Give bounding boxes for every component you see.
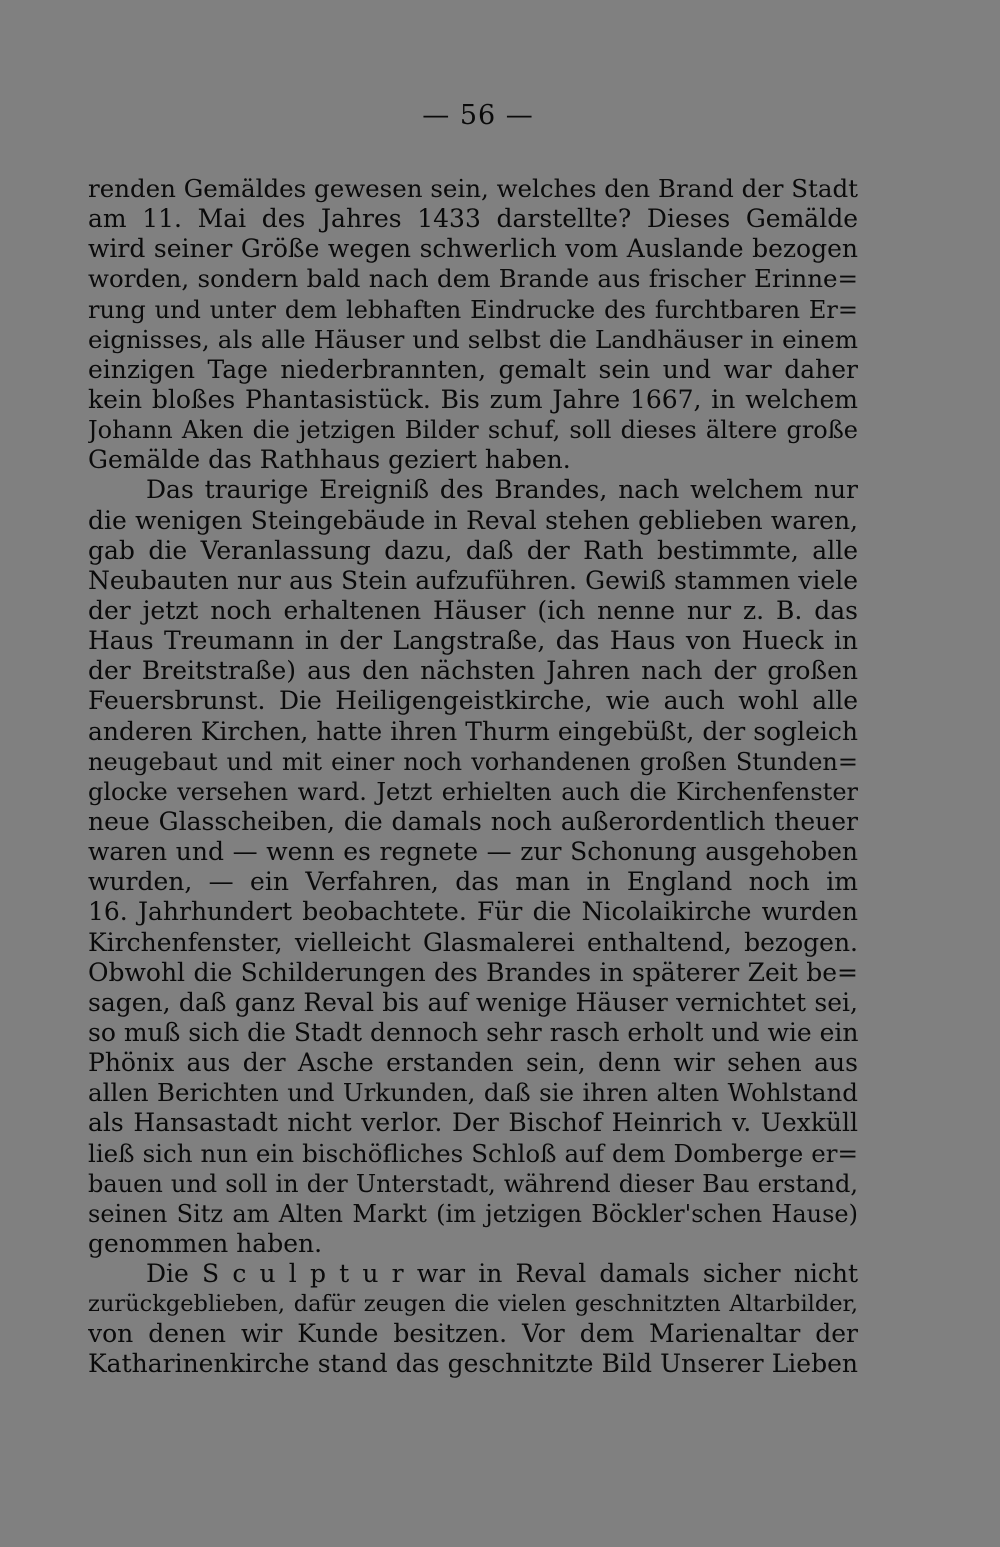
text-line: Obwohl die Schilderungen des Brandes in späterer Zeit be=	[88, 957, 858, 987]
text-line: zurückgeblieben, dafür zeugen die vielen geschnitzten Altarbilder,	[88, 1291, 858, 1318]
text-line: waren und — wenn es regnete — zur Schonung ausgehoben	[88, 837, 858, 867]
text-line: Gemälde das Rathhaus geziert haben.	[88, 445, 571, 475]
text-line: renden Gemäldes gewesen sein, welches den Brand der Stadt	[88, 174, 858, 203]
text-line: von denen wir Kunde besitzen. Vor dem Marienaltar der	[88, 1319, 858, 1349]
text-line: rung und unter dem lebhaften Eindrucke des furchtbaren Er=	[88, 295, 858, 324]
text-line: Das traurige Ereigniß des Brandes, nach welchem nur	[146, 475, 858, 505]
text-line: als Hansastadt nicht verlor. Der Bischof Heinrich v. Uexküll	[88, 1108, 858, 1138]
text-line: Haus Treumann in der Langstraße, das Haus von Hueck in	[88, 626, 858, 656]
text-line: neue Glasscheiben, die damals noch außerordentlich theuer	[88, 806, 858, 836]
text-line: worden, sondern bald nach dem Brande aus frischer Erinne=	[88, 264, 858, 294]
text-line: der Breitstraße) aus den nächsten Jahren nach der großen	[88, 656, 858, 686]
page-number: — 56 —	[422, 100, 534, 131]
text-line: anderen Kirchen, hatte ihren Thurm eingebüßt, der sogleich	[88, 716, 858, 746]
text-line: Katharinenkirche stand das geschnitzte Bild Unserer Lieben	[88, 1349, 858, 1379]
text-line: sagen, daß ganz Reval bis auf wenige Häuser vernichtet sei,	[88, 987, 858, 1017]
text-line: der jetzt noch erhaltenen Häuser (ich nenne nur z. B. das	[88, 595, 858, 625]
text-line: Die S c u l p t u r war in Reval damals sicher nicht	[146, 1259, 858, 1289]
text-line: eignisses, als alle Häuser und selbst die Landhäuser in einem	[88, 324, 858, 354]
text-line: gab die Veranlassung dazu, daß der Rath bestimmte, alle	[88, 535, 858, 565]
text-line: so muß sich die Stadt dennoch sehr rasch erholt und wie ein	[88, 1017, 858, 1047]
text-line: wird seiner Größe wegen schwerlich vom Auslande bezogen	[88, 234, 858, 264]
text-line: glocke versehen ward. Jetzt erhielten auch die Kirchenfenster	[88, 777, 858, 806]
text-line: Phönix aus der Asche erstanden sein, denn wir sehen aus	[88, 1048, 858, 1078]
body-text	[88, 174, 858, 1380]
text-line: die wenigen Steingebäude in Reval stehen geblieben waren,	[88, 505, 858, 535]
text-line: Neubauten nur aus Stein aufzuführen. Gewiß stammen viele	[88, 565, 858, 595]
text-line: neugebaut und mit einer noch vorhandenen großen Stunden=	[88, 747, 858, 776]
text-line: bauen und soll in der Unterstadt, während dieser Bau erstand,	[88, 1169, 858, 1198]
text-line: Johann Aken die jetzigen Bilder schuf, soll dieses ältere große	[88, 416, 858, 445]
text-line: allen Berichten und Urkunden, daß sie ihren alten Wohlstand	[88, 1078, 858, 1108]
text-line: am 11. Mai des Jahres 1433 darstellte? Dieses Gemälde	[88, 204, 858, 234]
text-line: 16. Jahrhundert beobachtete. Für die Nicolaikirche wurden	[88, 897, 858, 927]
text-line: wurden, — ein Verfahren, das man in England noch im	[88, 867, 858, 897]
text-line: seinen Sitz am Alten Markt (im jetzigen Böckler'schen Hause)	[88, 1199, 858, 1228]
text-line: ließ sich nun ein bischöfliches Schloß auf dem Domberge er=	[88, 1138, 858, 1168]
text-line: Feuersbrunst. Die Heiligengeistkirche, wie auch wohl alle	[88, 686, 858, 716]
text-line: genommen haben.	[88, 1228, 323, 1258]
text-line: kein bloßes Phantasistück. Bis zum Jahre 1667, in welchem	[88, 384, 858, 414]
text-line: Kirchenfenster, vielleicht Glasmalerei enthaltend, bezogen.	[88, 927, 858, 957]
text-line: einzigen Tage niederbrannten, gemalt sein und war daher	[88, 354, 858, 384]
